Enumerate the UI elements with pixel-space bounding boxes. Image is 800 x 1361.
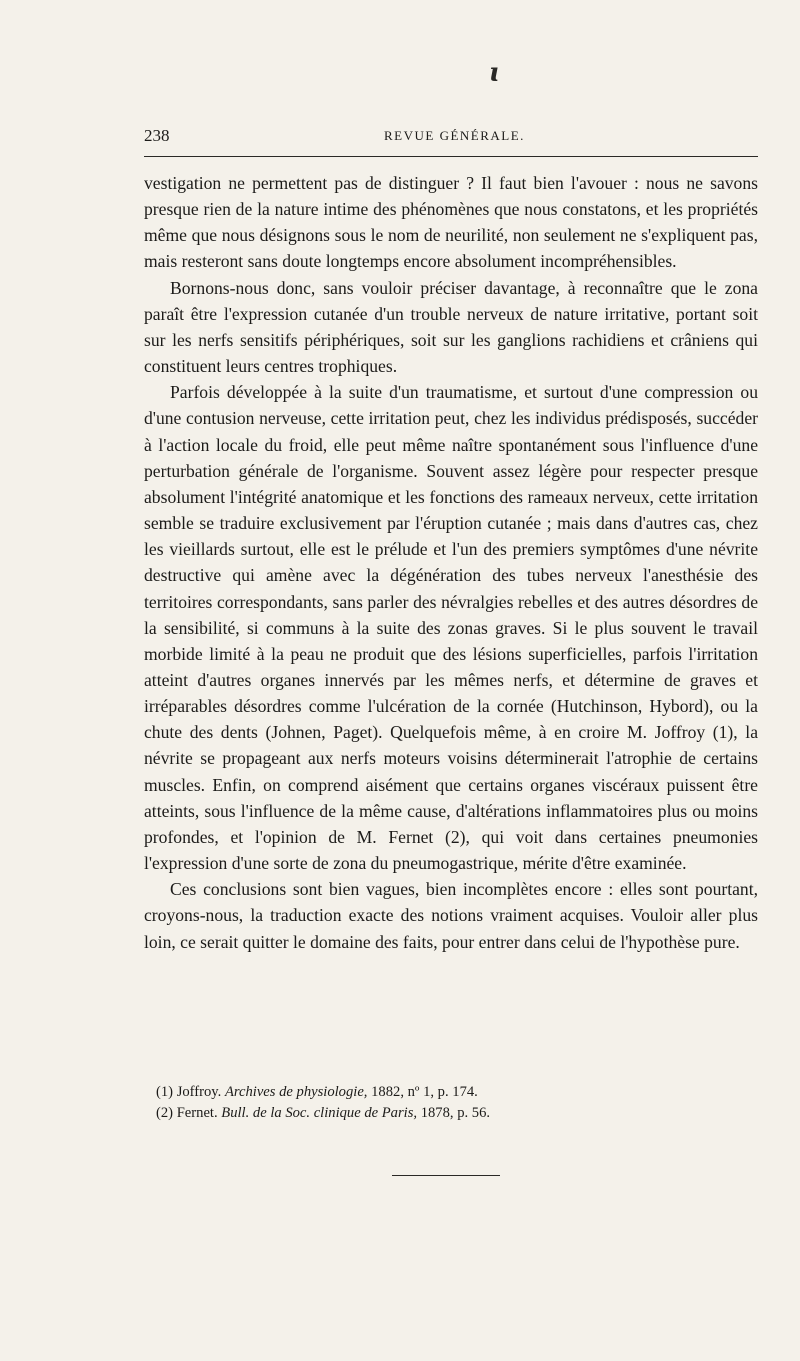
- footnote-title: Archives de physiologie,: [224, 1084, 368, 1100]
- footnote-2: [156, 1103, 758, 1124]
- footnote-1: [156, 1082, 758, 1103]
- stray-mark: ɩ: [489, 58, 499, 88]
- running-head: [144, 126, 758, 150]
- page-number: 238: [144, 126, 170, 145]
- footnote-marker: (2): [156, 1105, 174, 1121]
- running-title: REVUE GÉNÉRALE.: [384, 128, 525, 143]
- footnote-rest: 1878, p. 56.: [420, 1105, 491, 1121]
- footnote-author: Fernet.: [176, 1105, 218, 1121]
- footnote-marker: (1): [156, 1084, 174, 1100]
- paragraph-1: vestigation ne permettent pas de distinguer ? Il faut bien l'avouer : nous ne savons presque rien de la nature intime des phénomènes que nous constatons, et les propriétés même que nous désignons sous le nom de neurilité, non seulement ne s'expliquent pas, mais resteront sans doute longtemps encore absolument incompréhensibles.: [144, 173, 758, 272]
- footnotes: [144, 1082, 758, 1124]
- body-text: [144, 170, 758, 955]
- footnote-title: Bull. de la Soc. clinique de Paris,: [221, 1105, 418, 1121]
- footnote-author: Joffroy.: [176, 1084, 222, 1100]
- paragraph-4: Ces conclusions sont bien vagues, bien incomplètes encore : elles sont pourtant, croyons-nous, la traduction exacte des notions vraiment acquises. Vouloir aller plus loin, ce serait quitter le domaine des faits, pour entrer dans celui de l'hypothèse pure.: [144, 879, 758, 952]
- paragraph-3: Parfois développée à la suite d'un traumatisme, et surtout d'une compression ou d'une contusion nerveuse, cette irritation peut, chez les individus prédisposés, succéder à l'action locale du froid, elle peut même naître spontanément sous l'influence d'une perturbation générale de l'organisme. Souvent assez légère pour respecter presque absolument l'intégrité anatomique et les fonctions des rameaux nerveux, cette irritation semble se traduire exclusivement par l'éruption cutanée ; mais dans d'autres cas, chez les vieillards surtout, elle est le prélude et l'un des premiers symptômes d'une névrite destructive qui amène avec la dégénération des tubes nerveux l'anesthésie des territoires correspondants, sans parler des névralgies rebelles et des autres désordres de la sensibilité, si communs à la suite des zonas graves. Si le plus souvent le travail morbide limité à la peau ne produit que des lésions superficielles, parfois l'irritation atteint d'autres organes innervés par les mêmes nerfs, et détermine de graves et irréparables désordres comme l'ulcération de la cornée (Hutchinson, Hybord), ou la chute des dents (Johnen, Paget). Quelquefois même, à en croire M. Joffroy (1), la névrite se propageant aux nerfs moteurs voisins déterminerait l'atrophie de certains muscles. Enfin, on comprend aisément que certains organes viscéraux puissent être atteints, sous l'influence de la même cause, d'altérations inflammatoires plus ou moins profondes, et l'opinion de M. Fernet (2), qui voit dans certaines pneumonies l'expression d'une sorte de zona du pneumogastrique, mérite d'être examinée.: [144, 382, 758, 874]
- footnote-rest: 1882, nº 1, p. 174.: [371, 1084, 478, 1100]
- header-rule: [144, 156, 758, 157]
- paragraph-2: Bornons-nous donc, sans vouloir préciser davantage, à reconnaître que le zona paraît être l'expression cutanée d'un trouble nerveux de nature irritative, portant soit sur les nerfs sensitifs périphériques, soit sur les ganglions rachidiens et crâniens qui constituent leurs centres trophiques.: [144, 277, 758, 377]
- end-rule: [392, 1175, 500, 1176]
